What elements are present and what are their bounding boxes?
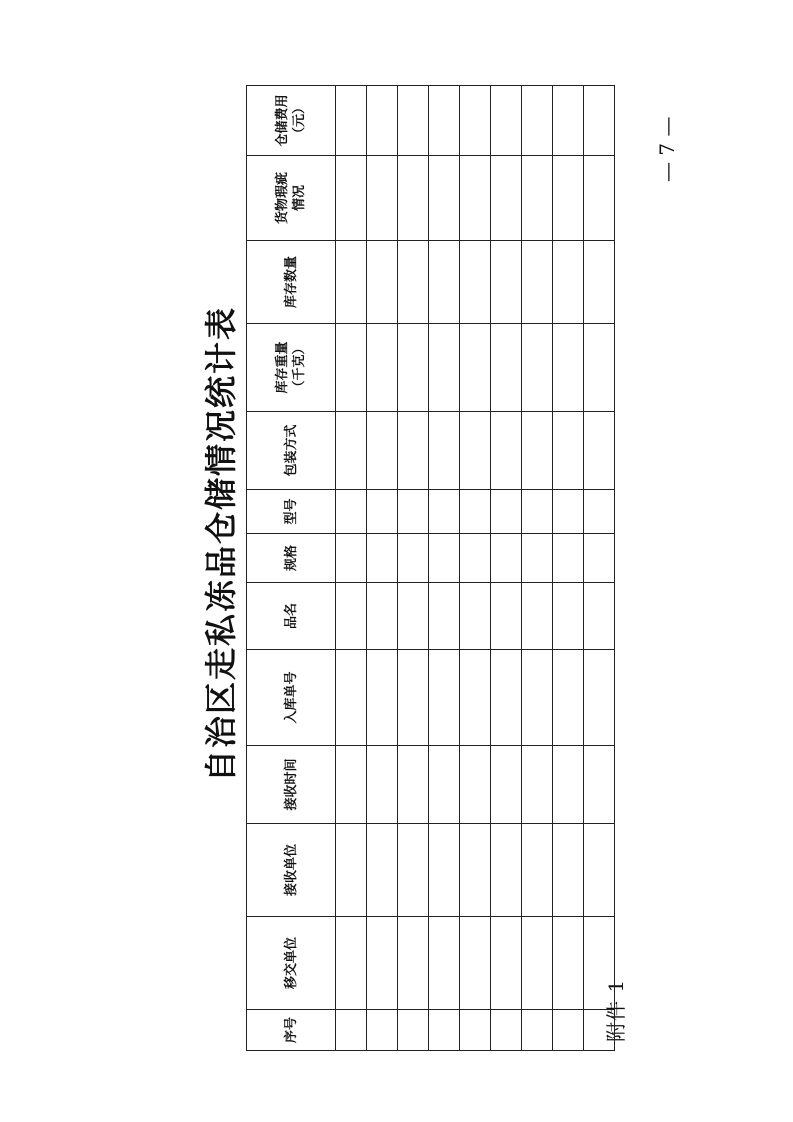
header-cell-transfer-unit: 移交单位 [247,917,336,1010]
table-cell [398,241,429,324]
table-cell [491,324,522,412]
table-cell [429,412,460,490]
table-cell [429,650,460,746]
table-cell [522,1010,553,1051]
table-cell [460,583,491,650]
table-cell [522,583,553,650]
table-cell [584,156,615,241]
table-cell [336,412,367,490]
header-row [247,86,336,1051]
table-cell [553,156,584,241]
table-cell [553,86,584,156]
table-cell [491,583,522,650]
table-cell [398,746,429,824]
table-cell [553,746,584,824]
table-cell [522,824,553,917]
table-row [336,86,367,1051]
header-cell-stock-weight: 库存重量 （千克） [247,324,336,412]
page-number: — 7 — [655,116,679,182]
header-cell-model: 型号 [247,490,336,534]
statistics-table [246,85,615,1051]
table-cell [522,324,553,412]
table-cell [584,412,615,490]
table-cell [367,490,398,534]
table-cell [584,583,615,650]
table-row [522,86,553,1051]
table-cell [522,917,553,1010]
table-cell [429,824,460,917]
table-cell [584,534,615,583]
table-cell [584,824,615,917]
table-cell [491,650,522,746]
table-cell [336,156,367,241]
table-cell [553,1010,584,1051]
header-cell-storage-fee: 仓储费用 （元） [247,86,336,156]
table-cell [367,650,398,746]
table-cell [553,241,584,324]
table-cell [460,746,491,824]
table-cell [460,241,491,324]
table-cell [367,412,398,490]
table-cell [336,534,367,583]
header-cell-specification: 规格 [247,534,336,583]
table-body [336,86,615,1051]
table-cell [429,583,460,650]
table-cell [584,324,615,412]
table-cell [553,917,584,1010]
table-cell [460,824,491,917]
table-cell [584,490,615,534]
table-cell [367,534,398,583]
document-title: 自治区走私冻品仓储情况统计表 [202,305,240,782]
table-row [584,86,615,1051]
table-cell [336,1010,367,1051]
table-cell [429,324,460,412]
table-cell [491,412,522,490]
table-cell [553,824,584,917]
table-cell [584,917,615,1010]
table-cell [398,917,429,1010]
table-cell [398,412,429,490]
table-cell [336,650,367,746]
table-cell [491,241,522,324]
table-cell [336,746,367,824]
table-cell [584,1010,615,1051]
table-cell [584,746,615,824]
table-cell [336,241,367,324]
table-cell [491,824,522,917]
header-cell-receive-time: 接收时间 [247,746,336,824]
table-row [460,86,491,1051]
table-cell [429,241,460,324]
table-cell [429,534,460,583]
table-cell [398,824,429,917]
table-cell [460,412,491,490]
table-cell [522,490,553,534]
table-cell [491,156,522,241]
table-row [429,86,460,1051]
table-cell [336,324,367,412]
table-cell [398,490,429,534]
table-cell [553,412,584,490]
table-cell [429,490,460,534]
table-cell [522,412,553,490]
table-cell [398,156,429,241]
table-cell [522,156,553,241]
table-cell [367,156,398,241]
table-cell [429,746,460,824]
table-cell [429,1010,460,1051]
table-cell [522,241,553,324]
table-cell [460,917,491,1010]
table-cell [367,917,398,1010]
table-cell [398,1010,429,1051]
table-cell [367,746,398,824]
table-row [491,86,522,1051]
table-cell [522,746,553,824]
header-cell-receiving-unit: 接收单位 [247,824,336,917]
table-cell [398,324,429,412]
table-cell [336,824,367,917]
table-cell [584,86,615,156]
table-cell [584,241,615,324]
table-cell [491,917,522,1010]
header-cell-stock-quantity: 库存数量 [247,241,336,324]
table-cell [336,490,367,534]
table-cell [553,534,584,583]
table-cell [460,534,491,583]
table-cell [522,534,553,583]
header-cell-goods-defects: 货物瑕疵 情况 [247,156,336,241]
table-cell [491,534,522,583]
table-cell [398,650,429,746]
table-row [553,86,584,1051]
table-cell [491,86,522,156]
table-cell [398,534,429,583]
table-cell [491,746,522,824]
table-cell [367,583,398,650]
table-cell [367,241,398,324]
table-row [367,86,398,1051]
table-cell [398,583,429,650]
table-cell [522,86,553,156]
table-cell [491,490,522,534]
header-cell-receipt-number: 入库单号 [247,650,336,746]
table-cell [460,156,491,241]
table-cell [553,324,584,412]
table-cell [367,1010,398,1051]
table-cell [522,650,553,746]
table-cell [429,917,460,1010]
table-cell [553,583,584,650]
table-cell [460,490,491,534]
table-cell [336,583,367,650]
table-cell [336,86,367,156]
table-cell [398,86,429,156]
table-cell [460,86,491,156]
table-cell [553,650,584,746]
attachment-label: 附件 1 [604,978,628,1042]
table-cell [460,324,491,412]
table-cell [553,490,584,534]
header-cell-index: 序号 [247,1010,336,1051]
table-cell [367,824,398,917]
table-cell [429,86,460,156]
table-cell [491,1010,522,1051]
table-cell [460,650,491,746]
table-cell [429,156,460,241]
table-cell [584,650,615,746]
table-cell [367,324,398,412]
table-cell [336,917,367,1010]
table-cell [460,1010,491,1051]
header-cell-packaging: 包装方式 [247,412,336,490]
table-row [398,86,429,1051]
header-cell-product-name: 品名 [247,583,336,650]
table-cell [367,86,398,156]
